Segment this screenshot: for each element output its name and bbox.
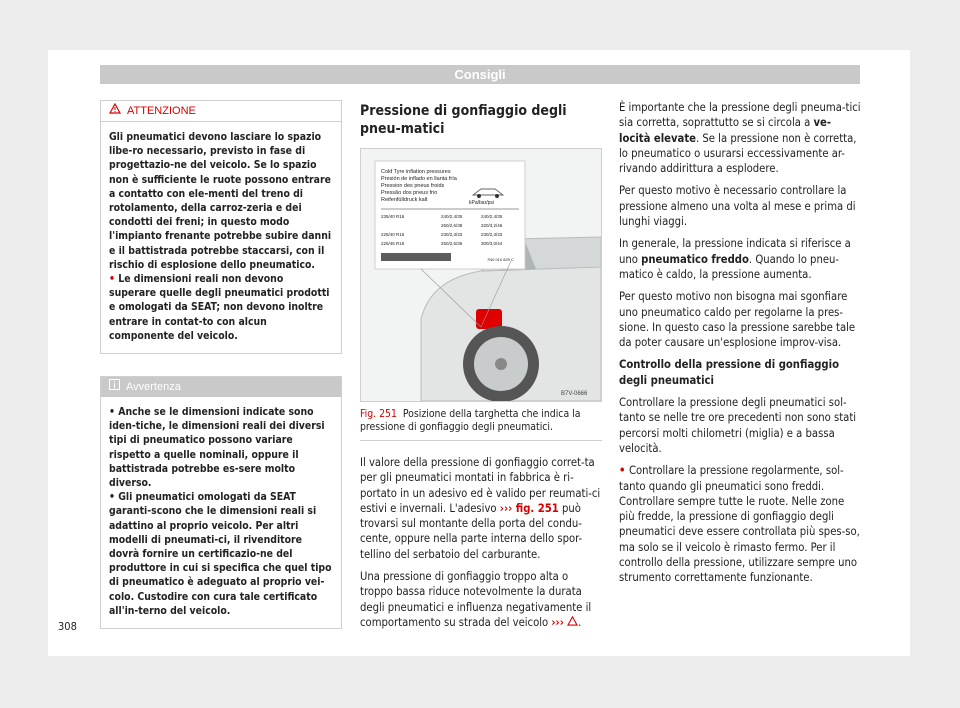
car-illustration bbox=[361, 149, 601, 401]
figure-code: B7V-0666 bbox=[561, 391, 588, 397]
barcode bbox=[381, 253, 451, 261]
p1-text-b: può trovarsi sul montante della porta del condu-cente, oppure nella parte interna dello spor-tellino del serbatoio del carburante. bbox=[360, 501, 583, 561]
label-row-1-b: 240/2,4/35 bbox=[481, 214, 503, 219]
fig-reference-link[interactable]: ››› fig. 251 bbox=[499, 501, 559, 515]
warning-bullet-text: Le dimensioni reali non devono superare quelle degli pneumatici prodotti e omologati da SEAT; non devono inoltre entrare in contat-to con alcun componente del veicolo. bbox=[109, 273, 330, 342]
label-line-5: Reifenfülldruck kalt bbox=[381, 197, 428, 203]
tyre-pressure-figure bbox=[360, 148, 602, 402]
label-row-4-b: 300/3,0/44 bbox=[481, 241, 503, 246]
label-row-2-a: 260/2,6/38 bbox=[441, 223, 463, 228]
notice-bullet-1 bbox=[109, 405, 333, 490]
warning-text: Gli pneumatici devono lasciare lo spazio libe-ro necessario, previsto in fase di progettazio-ne del veicolo. Se lo spazio non è sufficiente le ruote possono entrare a contatto con ele-menti del treno di rotolamento, della carroz-zeria e dei condotti dei freni; in questo modo l'impianto frenante potrebbe subire danni e il battistrada potrebbe staccarsi, con il rischio di esplosione dello pneumatico. bbox=[109, 131, 332, 271]
label-line-1: Cold Tyre inflation pressures bbox=[381, 169, 451, 175]
label-line-3: Pression des pneus froids bbox=[381, 183, 445, 189]
paragraph-6: Per questo motivo non bisogna mai sgonfiare uno pneumatico caldo per regolarne la pres-sione. In questo caso la pressione sarebbe tale da poter causare un'esplosione improv-visa. bbox=[619, 290, 856, 350]
bullet-icon: • bbox=[109, 273, 119, 286]
p3-bold: ve-locità elevate bbox=[619, 116, 832, 145]
warning-reference-link[interactable]: ››› bbox=[551, 615, 564, 629]
label-row-1-tyre: 235/40 R16 bbox=[381, 214, 405, 219]
p3-text-b: . Se la pressione non è corretta, lo pneumatico o usurarsi eccessivamente ar-rivando addirittura a esplodere. bbox=[619, 131, 857, 176]
caption-text: Posizione della targhetta che indica la pressione di gonfiaggio degli pneumatici. bbox=[360, 408, 581, 433]
label-line-2: Presión de inflado en llanta fría bbox=[381, 176, 457, 182]
p5-bold: pneumatico freddo bbox=[641, 252, 749, 266]
p8-text: Controllare la pressione regolarmente, sol-tanto quando gli pneumatici sono freddi. Controllare sempre tutte le ruote. Nelle zone più fredde, la pressione di gonfiaggio degli pneumatici deve essere controllata più spes-so, ma solo se il veicolo è rimasto fermo. Per il controllo della pressione, utilizzare sempre uno strumento correttamente funzionante. bbox=[619, 464, 860, 585]
bullet-icon: • bbox=[109, 491, 119, 504]
notice-bullet-text: Anche se le dimensioni indicate sono iden-tiche, le dimensioni reali dei diversi tipi di pneumatico possono variare rispetto a quelle nominali, oppure il battistrada potrebbe es-sere molto diverso. bbox=[109, 406, 325, 490]
figure-caption bbox=[360, 408, 602, 441]
paragraph-4: Per questo motivo è necessario controllare la pressione almeno una volta al mese e prima di lunghi viaggi. bbox=[619, 184, 856, 229]
label-code: 7N0 010 829 C bbox=[487, 257, 514, 262]
paragraph-2: Una pressione di gonfiaggio troppo alta o troppo bassa riduce notevolmente la durata degli pneumatici e influenza negativamente il comportamento su strada del veicolo ››› . bbox=[360, 570, 592, 629]
right-column bbox=[619, 100, 861, 593]
notice-bullet-text: Gli pneumatici omologati da SEAT garanti-scono che le dimensioni reali si adattino al proprio veicolo. Per altri modelli di pneumati-ci, il rivenditore dovrà fornire un certificazio-ne del produttore in cui si specifica che quel tipo di pneumatico è adeguato al proprio vei-colo. Custodire con cura tale certificato all'in-terno del veicolo. bbox=[109, 491, 332, 617]
p5-text-b: . Quando lo pneu-matico è caldo, la pressione aumenta. bbox=[619, 252, 840, 281]
page-header: Consigli bbox=[100, 65, 860, 84]
p5-text-a: In generale, la pressione indicata si riferisce a uno bbox=[619, 237, 851, 266]
caption-number: Fig. 251 bbox=[360, 408, 397, 420]
label-unit: kPa/bar/psi bbox=[469, 200, 495, 206]
paragraph-1 bbox=[360, 455, 602, 562]
p1-text-a: Il valore della pressione di gonfiaggio corret-ta per gli pneumatici montati in fabbrica è ri-portato in un adesivo ed è valido per reumati-ci estivi e invernali. L'adesivo bbox=[360, 456, 601, 515]
notice-header bbox=[101, 377, 341, 397]
label-row-3-tyre: 225/40 R16 bbox=[381, 232, 405, 237]
notice-body bbox=[101, 397, 341, 628]
warning-bullet bbox=[109, 272, 333, 343]
bullet-icon: • bbox=[109, 406, 119, 419]
page-number: 308 bbox=[58, 620, 77, 633]
label-row-4-tyre: 225/45 R16 bbox=[381, 241, 405, 246]
p2-text: Una pressione di gonfiaggio troppo alta o troppo bassa riduce notevolmente la durata degli pneumatici e influenza negativamente il comportamento su strada del veicolo bbox=[360, 570, 592, 629]
paragraph-8 bbox=[619, 463, 861, 585]
info-icon bbox=[109, 377, 120, 397]
warning-header bbox=[101, 101, 341, 122]
paragraph-7: Controllare la pressione degli pneumatici sol-tanto se nelle tre ore precedenti non sono stati percorsi molti chilometri (miglia) e a bassa velocità. bbox=[619, 396, 857, 455]
warning-triangle-icon bbox=[567, 616, 578, 629]
bullet-icon: • bbox=[619, 464, 629, 478]
label-row-3-a: 230/2,3/33 bbox=[441, 232, 463, 237]
label-line-4: Pressão dos pneus frio bbox=[381, 190, 438, 196]
label-row-4-a: 250/2,5/36 bbox=[441, 241, 463, 246]
label-row-1-a: 240/2,4/35 bbox=[441, 214, 463, 219]
paragraph-3 bbox=[619, 100, 861, 176]
label-row-2-b: 320/3,2/46 bbox=[481, 223, 503, 228]
paragraph-5 bbox=[619, 236, 861, 282]
subheading: Controllo della pressione di gonfiaggio degli pneumatici bbox=[619, 358, 840, 387]
label-row-3-b: 230/2,3/33 bbox=[481, 232, 503, 237]
section-title: Pressione di gonfiaggio degli pneu-matici bbox=[360, 103, 567, 137]
warning-triangle-icon bbox=[109, 101, 121, 121]
notice-box bbox=[100, 376, 342, 629]
warning-body bbox=[101, 122, 341, 353]
warning-title: ATTENZIONE bbox=[127, 105, 196, 117]
notice-bullet-2 bbox=[109, 490, 333, 618]
warning-box bbox=[100, 100, 342, 354]
notice-title: Avvertenza bbox=[126, 381, 181, 394]
middle-column bbox=[360, 100, 602, 637]
p3-text-a: È importante che la pressione degli pneuma-tici sia corretta, soprattutto se si circola a bbox=[619, 101, 861, 130]
left-column bbox=[100, 100, 342, 651]
